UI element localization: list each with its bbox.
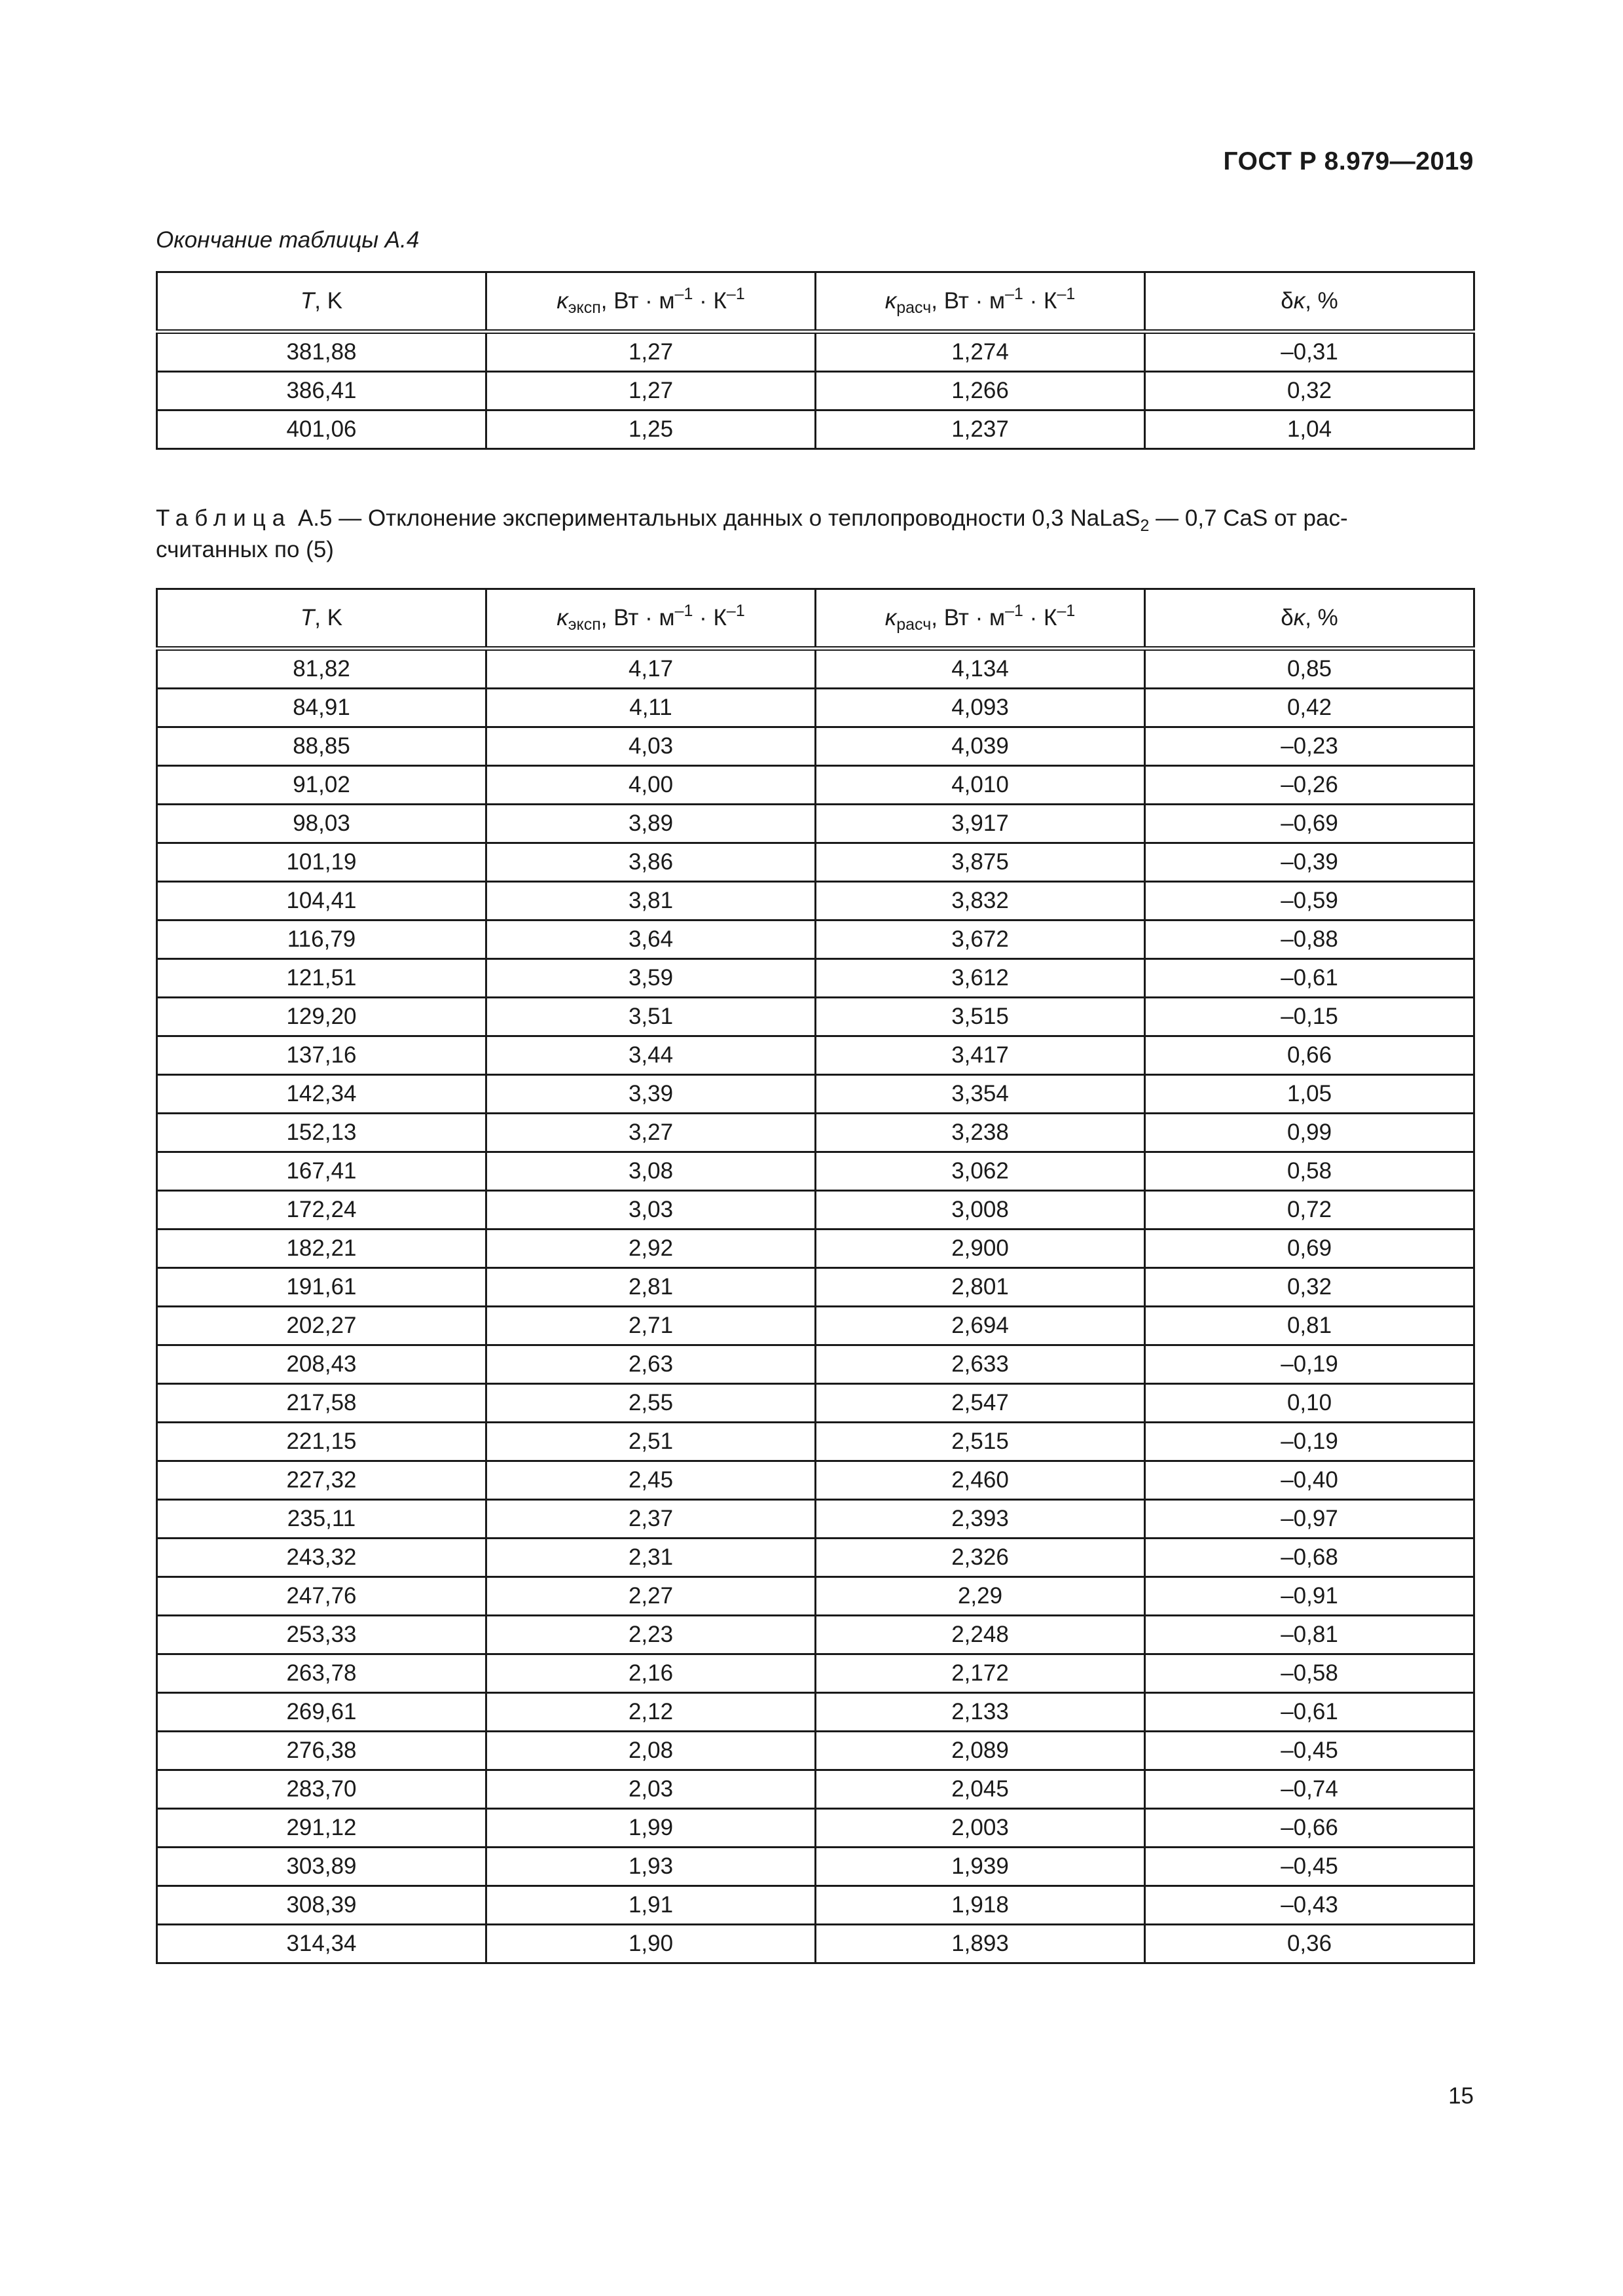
cell-kappa-calculated: 3,672: [816, 920, 1145, 959]
cell-kappa-experimental: 1,27: [486, 372, 816, 410]
cell-deviation: 0,36: [1145, 1925, 1474, 1963]
table-row: [157, 1036, 1474, 1075]
cell-kappa-calculated: 3,612: [816, 959, 1145, 998]
table-row: [157, 805, 1474, 843]
cell-temperature: 129,20: [157, 998, 486, 1036]
cell-kappa-experimental: 3,39: [486, 1075, 816, 1114]
cell-temperature: 91,02: [157, 766, 486, 805]
cell-temperature: 101,19: [157, 843, 486, 882]
table-row: [157, 332, 1474, 372]
cell-kappa-calculated: 2,29: [816, 1577, 1145, 1616]
cell-kappa-experimental: 2,37: [486, 1500, 816, 1539]
cell-deviation: 0,72: [1145, 1191, 1474, 1230]
cell-kappa-experimental: 2,92: [486, 1230, 816, 1268]
cell-temperature: 283,70: [157, 1770, 486, 1809]
cell-deviation: –0,68: [1145, 1539, 1474, 1577]
table-row: [157, 1345, 1474, 1384]
cell-temperature: 386,41: [157, 372, 486, 410]
cell-kappa-experimental: 4,00: [486, 766, 816, 805]
cell-deviation: 0,99: [1145, 1114, 1474, 1152]
cell-temperature: 276,38: [157, 1732, 486, 1770]
cell-temperature: 84,91: [157, 689, 486, 727]
cell-deviation: –0,66: [1145, 1809, 1474, 1848]
table-row: [157, 1693, 1474, 1732]
cell-kappa-experimental: 4,03: [486, 727, 816, 766]
cell-kappa-calculated: 1,274: [816, 332, 1145, 372]
cell-deviation: –0,26: [1145, 766, 1474, 805]
table-row: [157, 410, 1474, 449]
table-row: [157, 1075, 1474, 1114]
cell-temperature: 217,58: [157, 1384, 486, 1423]
table-row: [157, 1886, 1474, 1925]
cell-deviation: 0,69: [1145, 1230, 1474, 1268]
cell-kappa-calculated: 2,900: [816, 1230, 1145, 1268]
cell-deviation: –0,81: [1145, 1616, 1474, 1654]
table-row: [157, 1616, 1474, 1654]
table-row: [157, 998, 1474, 1036]
cell-temperature: 381,88: [157, 332, 486, 372]
cell-temperature: 152,13: [157, 1114, 486, 1152]
cell-kappa-experimental: 1,91: [486, 1886, 816, 1925]
table-row: [157, 1770, 1474, 1809]
column-header-temperature: T, K: [157, 589, 486, 649]
document-code: ГОСТ Р 8.979—2019: [1223, 147, 1474, 175]
cell-kappa-experimental: 3,03: [486, 1191, 816, 1230]
table-a5-caption: Таблица А.5 — Отклонение экспериментальных данных о теплопроводности 0,3 NaLaS$_2$ — 0,7 CaS от рас- считанных по (5): [156, 505, 1348, 562]
cell-kappa-calculated: 3,008: [816, 1191, 1145, 1230]
table-row: [157, 1500, 1474, 1539]
cell-deviation: 0,81: [1145, 1307, 1474, 1345]
cell-temperature: 167,41: [157, 1152, 486, 1191]
cell-temperature: 142,34: [157, 1075, 486, 1114]
cell-kappa-calculated: 2,547: [816, 1384, 1145, 1423]
cell-kappa-calculated: 3,417: [816, 1036, 1145, 1075]
cell-kappa-calculated: 3,917: [816, 805, 1145, 843]
cell-deviation: 0,42: [1145, 689, 1474, 727]
column-header-deviation: δκ, %: [1145, 272, 1474, 332]
table-row: [157, 843, 1474, 882]
cell-kappa-experimental: 2,45: [486, 1461, 816, 1500]
table-row: [157, 1307, 1474, 1345]
cell-kappa-experimental: 3,44: [486, 1036, 816, 1075]
table-row: [157, 882, 1474, 920]
cell-kappa-calculated: 2,089: [816, 1732, 1145, 1770]
table-row: [157, 920, 1474, 959]
cell-kappa-calculated: 4,010: [816, 766, 1145, 805]
table-row: [157, 1925, 1474, 1963]
cell-temperature: 88,85: [157, 727, 486, 766]
cell-kappa-experimental: 3,86: [486, 843, 816, 882]
cell-temperature: 172,24: [157, 1191, 486, 1230]
cell-temperature: 221,15: [157, 1423, 486, 1461]
cell-deviation: 0,32: [1145, 372, 1474, 410]
cell-temperature: 121,51: [157, 959, 486, 998]
column-header-kappa-experimental: $\kappa_{эксп}$, Вт · $м^{-1} \cdot К^{-1}$: [486, 589, 816, 649]
table-row: [157, 1539, 1474, 1577]
cell-kappa-experimental: 1,25: [486, 410, 816, 449]
cell-deviation: 0,32: [1145, 1268, 1474, 1307]
table-row: [157, 766, 1474, 805]
cell-deviation: –0,58: [1145, 1654, 1474, 1693]
cell-deviation: –0,74: [1145, 1770, 1474, 1809]
cell-deviation: –0,15: [1145, 998, 1474, 1036]
table-row: [157, 1384, 1474, 1423]
cell-deviation: –0,19: [1145, 1345, 1474, 1384]
cell-kappa-calculated: 2,003: [816, 1809, 1145, 1848]
cell-deviation: –0,45: [1145, 1732, 1474, 1770]
cell-kappa-experimental: 1,99: [486, 1809, 816, 1848]
cell-kappa-calculated: 3,832: [816, 882, 1145, 920]
cell-kappa-calculated: 1,918: [816, 1886, 1145, 1925]
cell-kappa-calculated: 2,801: [816, 1268, 1145, 1307]
cell-deviation: –0,23: [1145, 727, 1474, 766]
cell-deviation: –0,59: [1145, 882, 1474, 920]
table-row: [157, 1114, 1474, 1152]
cell-deviation: –0,97: [1145, 1500, 1474, 1539]
table-header-row: [157, 272, 1474, 332]
cell-temperature: 401,06: [157, 410, 486, 449]
cell-kappa-calculated: 2,633: [816, 1345, 1145, 1384]
cell-kappa-experimental: 2,08: [486, 1732, 816, 1770]
cell-deviation: –0,45: [1145, 1848, 1474, 1886]
cell-deviation: –0,69: [1145, 805, 1474, 843]
cell-temperature: 81,82: [157, 649, 486, 689]
cell-kappa-calculated: 3,062: [816, 1152, 1145, 1191]
table-row: [157, 727, 1474, 766]
cell-temperature: 137,16: [157, 1036, 486, 1075]
cell-temperature: 253,33: [157, 1616, 486, 1654]
cell-deviation: 0,58: [1145, 1152, 1474, 1191]
cell-kappa-calculated: 1,893: [816, 1925, 1145, 1963]
cell-temperature: 208,43: [157, 1345, 486, 1384]
column-header-temperature: T, K: [157, 272, 486, 332]
table-row: [157, 1230, 1474, 1268]
cell-temperature: 314,34: [157, 1925, 486, 1963]
table-header-row: [157, 589, 1474, 649]
cell-kappa-experimental: 3,27: [486, 1114, 816, 1152]
cell-kappa-experimental: 3,08: [486, 1152, 816, 1191]
page-number: 15: [1448, 2083, 1474, 2109]
cell-kappa-experimental: 2,27: [486, 1577, 816, 1616]
cell-kappa-experimental: 4,11: [486, 689, 816, 727]
table-row: [157, 1732, 1474, 1770]
cell-deviation: –0,40: [1145, 1461, 1474, 1500]
cell-deviation: –0,39: [1145, 843, 1474, 882]
cell-kappa-calculated: 2,133: [816, 1693, 1145, 1732]
cell-deviation: 1,05: [1145, 1075, 1474, 1114]
table-row: [157, 689, 1474, 727]
cell-temperature: 191,61: [157, 1268, 486, 1307]
cell-temperature: 227,32: [157, 1461, 486, 1500]
cell-deviation: –0,31: [1145, 332, 1474, 372]
cell-temperature: 308,39: [157, 1886, 486, 1925]
cell-kappa-experimental: 2,16: [486, 1654, 816, 1693]
table-row: [157, 1191, 1474, 1230]
table-row: [157, 1577, 1474, 1616]
cell-temperature: 247,76: [157, 1577, 486, 1616]
table-row: [157, 1152, 1474, 1191]
cell-deviation: –0,19: [1145, 1423, 1474, 1461]
cell-deviation: –0,91: [1145, 1577, 1474, 1616]
cell-kappa-calculated: 4,039: [816, 727, 1145, 766]
cell-kappa-experimental: 3,89: [486, 805, 816, 843]
table-label: Таблица: [156, 505, 292, 531]
cell-deviation: –0,88: [1145, 920, 1474, 959]
column-header-deviation: δκ, %: [1145, 589, 1474, 649]
cell-kappa-calculated: 2,393: [816, 1500, 1145, 1539]
cell-kappa-experimental: 2,71: [486, 1307, 816, 1345]
cell-temperature: 303,89: [157, 1848, 486, 1886]
table-row: [157, 959, 1474, 998]
table-row: [157, 372, 1474, 410]
table-row: [157, 1809, 1474, 1848]
cell-kappa-experimental: 3,81: [486, 882, 816, 920]
table-a5: [156, 588, 1475, 1964]
table-row: [157, 1461, 1474, 1500]
cell-temperature: 202,27: [157, 1307, 486, 1345]
cell-kappa-experimental: 2,03: [486, 1770, 816, 1809]
cell-kappa-experimental: 2,81: [486, 1268, 816, 1307]
cell-kappa-calculated: 3,354: [816, 1075, 1145, 1114]
table-row: [157, 649, 1474, 689]
table-row: [157, 1654, 1474, 1693]
cell-kappa-experimental: 4,17: [486, 649, 816, 689]
cell-kappa-experimental: 2,12: [486, 1693, 816, 1732]
cell-kappa-experimental: 2,63: [486, 1345, 816, 1384]
cell-kappa-calculated: 4,093: [816, 689, 1145, 727]
cell-kappa-experimental: 2,55: [486, 1384, 816, 1423]
cell-kappa-calculated: 2,248: [816, 1616, 1145, 1654]
cell-kappa-experimental: 1,90: [486, 1925, 816, 1963]
column-header-kappa-calculated: $\kappa_{расч}$, Вт · $м^{-1} \cdot К^{-1}$: [816, 272, 1145, 332]
cell-kappa-experimental: 2,23: [486, 1616, 816, 1654]
cell-kappa-calculated: 2,515: [816, 1423, 1145, 1461]
cell-temperature: 98,03: [157, 805, 486, 843]
cell-temperature: 116,79: [157, 920, 486, 959]
cell-deviation: 0,85: [1145, 649, 1474, 689]
column-header-kappa-experimental: $\kappa_{эксп}$, Вт · $м^{-1} \cdot К^{-1}$: [486, 272, 816, 332]
cell-kappa-calculated: 1,266: [816, 372, 1145, 410]
cell-kappa-calculated: 2,045: [816, 1770, 1145, 1809]
cell-deviation: –0,61: [1145, 959, 1474, 998]
cell-kappa-experimental: 1,27: [486, 332, 816, 372]
table-a4-continuation-caption: Окончание таблицы А.4: [156, 227, 420, 253]
cell-temperature: 269,61: [157, 1693, 486, 1732]
table-row: [157, 1423, 1474, 1461]
cell-kappa-experimental: 2,51: [486, 1423, 816, 1461]
table-a4: [156, 271, 1475, 450]
cell-temperature: 235,11: [157, 1500, 486, 1539]
cell-temperature: 291,12: [157, 1809, 486, 1848]
cell-kappa-experimental: 3,59: [486, 959, 816, 998]
cell-deviation: 0,10: [1145, 1384, 1474, 1423]
cell-kappa-calculated: 3,875: [816, 843, 1145, 882]
cell-deviation: –0,61: [1145, 1693, 1474, 1732]
cell-kappa-calculated: 2,172: [816, 1654, 1145, 1693]
cell-deviation: 1,04: [1145, 410, 1474, 449]
cell-deviation: –0,43: [1145, 1886, 1474, 1925]
cell-kappa-experimental: 3,51: [486, 998, 816, 1036]
cell-kappa-calculated: 1,939: [816, 1848, 1145, 1886]
cell-kappa-experimental: 3,64: [486, 920, 816, 959]
cell-temperature: 243,32: [157, 1539, 486, 1577]
table-row: [157, 1268, 1474, 1307]
cell-deviation: 0,66: [1145, 1036, 1474, 1075]
cell-kappa-calculated: 3,515: [816, 998, 1145, 1036]
cell-temperature: 182,21: [157, 1230, 486, 1268]
cell-kappa-calculated: 2,694: [816, 1307, 1145, 1345]
cell-temperature: 104,41: [157, 882, 486, 920]
cell-kappa-experimental: 1,93: [486, 1848, 816, 1886]
cell-temperature: 263,78: [157, 1654, 486, 1693]
cell-kappa-calculated: 3,238: [816, 1114, 1145, 1152]
column-header-kappa-calculated: $\kappa_{расч}$, Вт · $м^{-1} \cdot К^{-1}$: [816, 589, 1145, 649]
cell-kappa-calculated: 1,237: [816, 410, 1145, 449]
cell-kappa-experimental: 2,31: [486, 1539, 816, 1577]
cell-kappa-calculated: 2,460: [816, 1461, 1145, 1500]
cell-kappa-calculated: 2,326: [816, 1539, 1145, 1577]
cell-kappa-calculated: 4,134: [816, 649, 1145, 689]
table-row: [157, 1848, 1474, 1886]
